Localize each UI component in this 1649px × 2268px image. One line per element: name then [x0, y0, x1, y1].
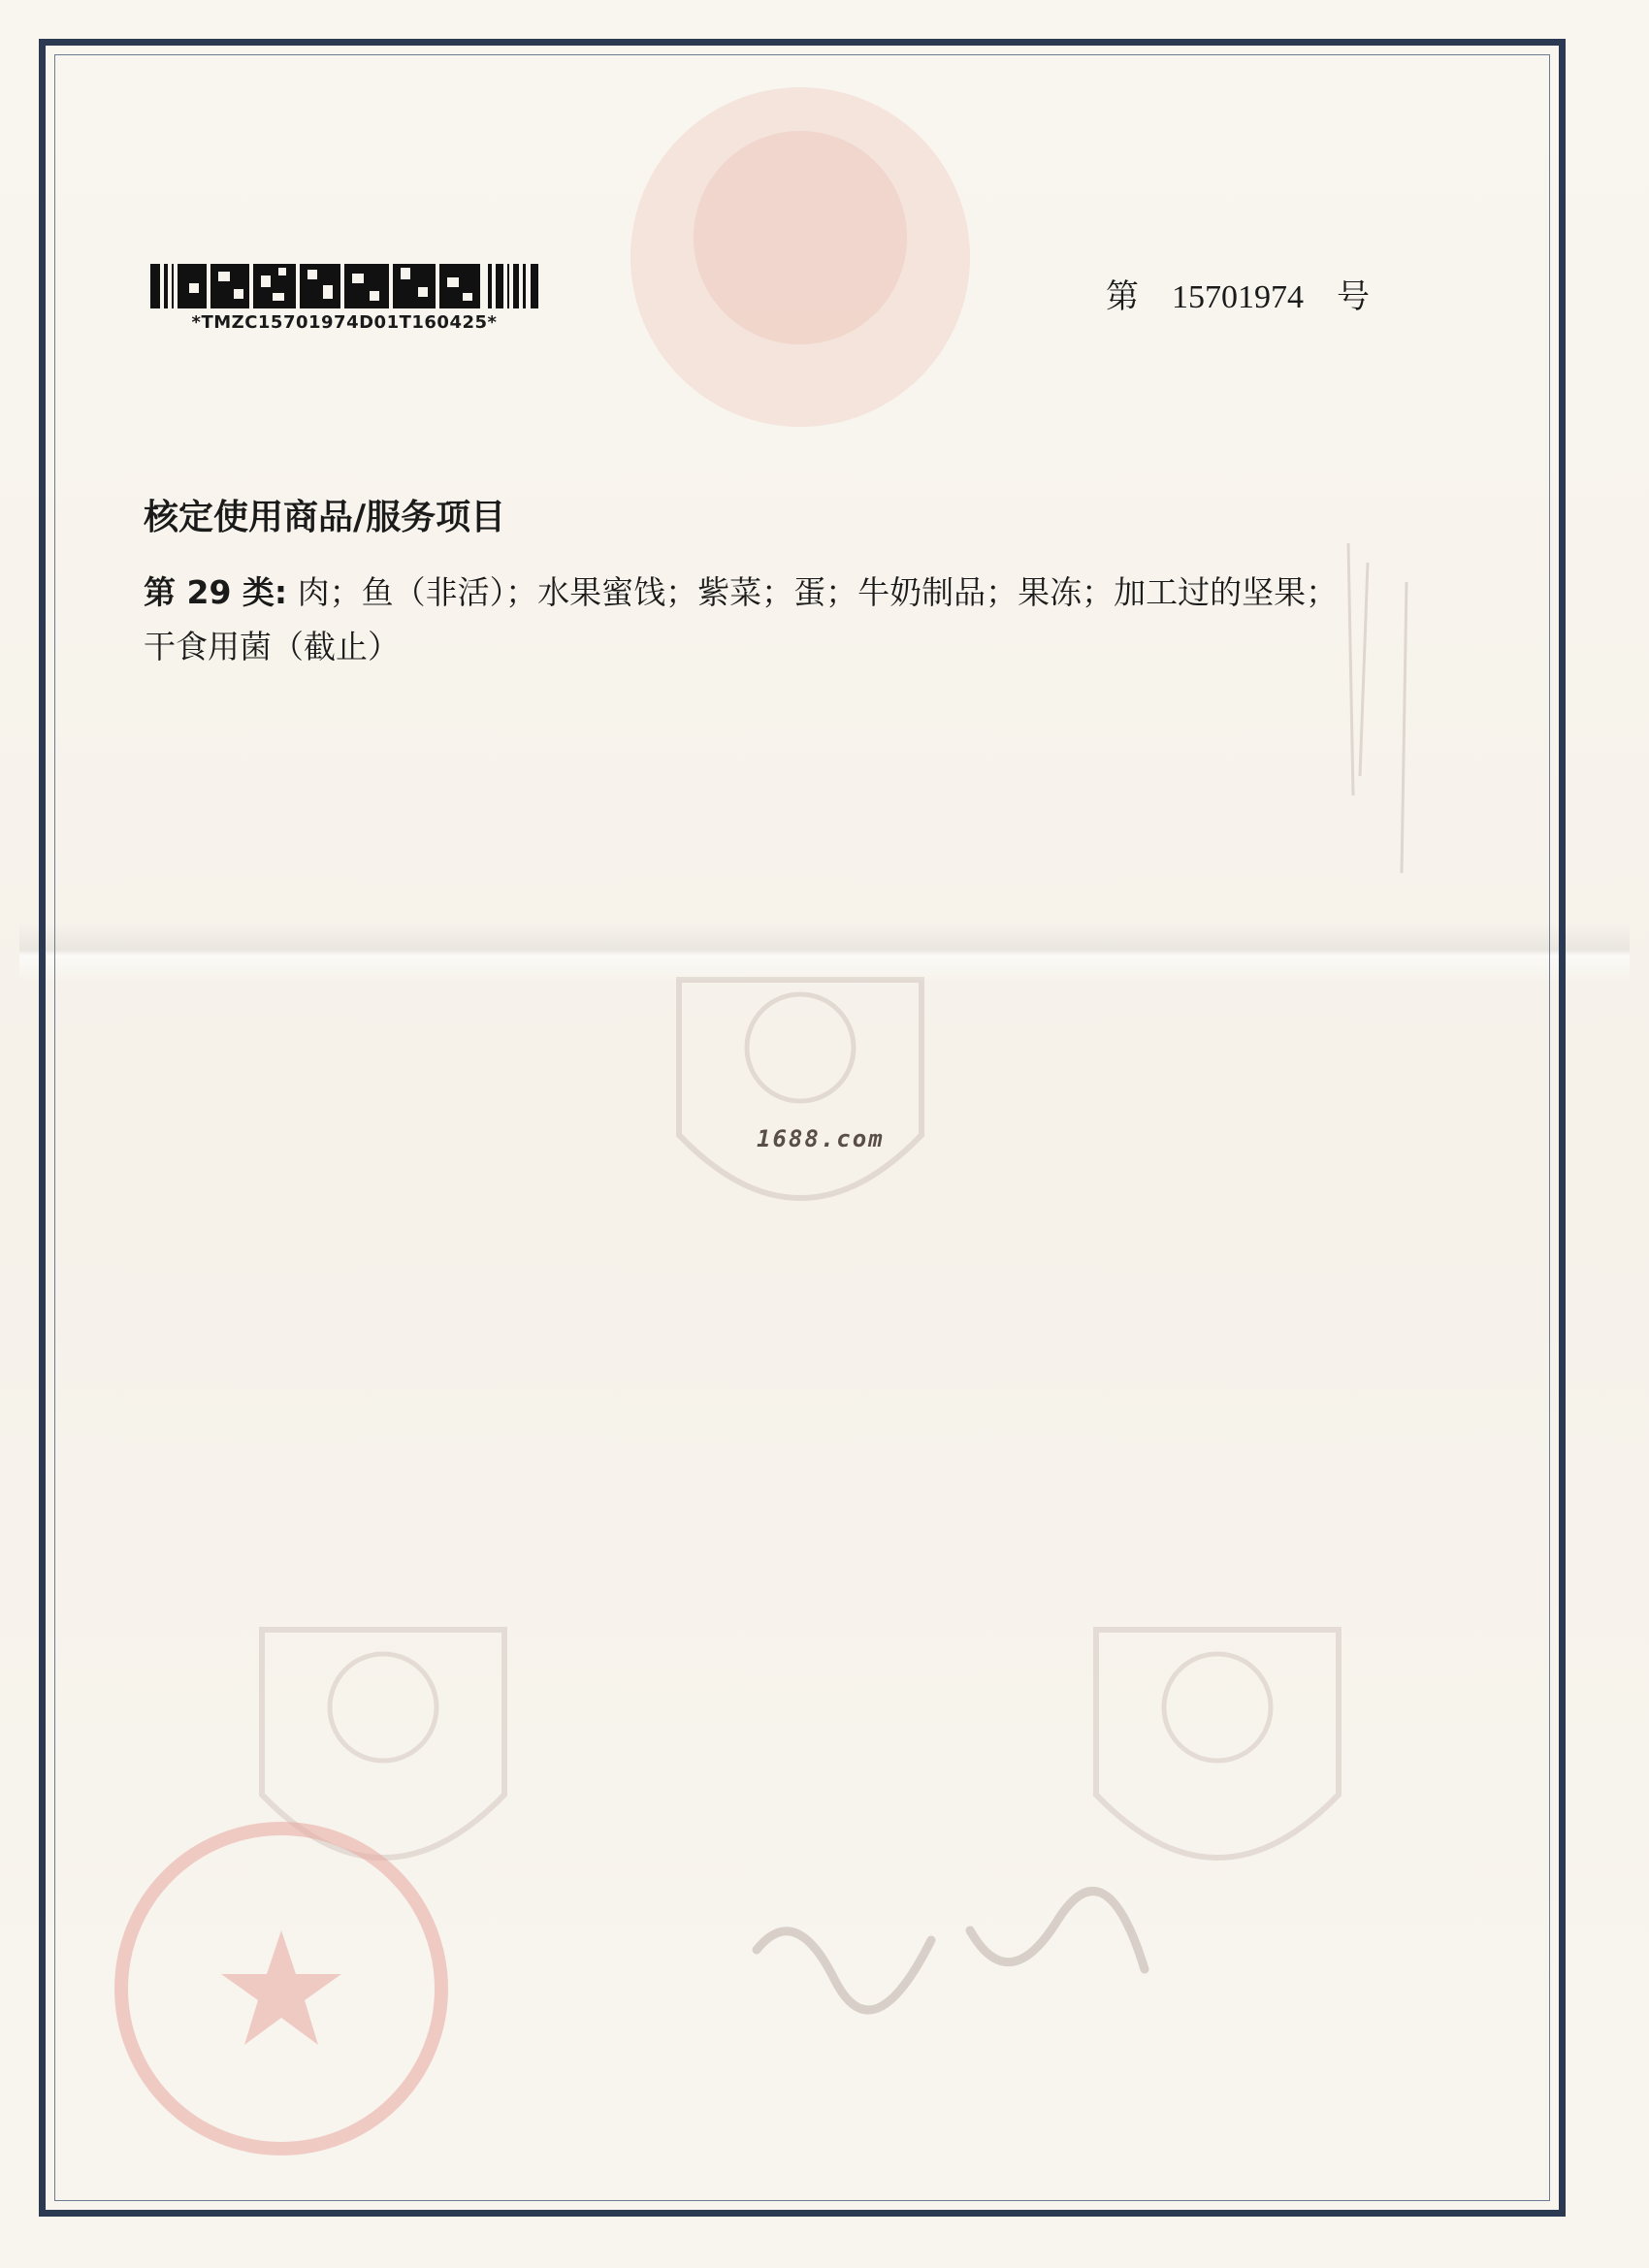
goods-line-1 [144, 566, 1482, 620]
watermark-text: 1688.com [757, 1125, 885, 1152]
certificate-number [1106, 270, 1370, 317]
certificate-number-value: 15701974 [1172, 279, 1304, 315]
barcode-image [150, 264, 538, 308]
barcode-text: *TMZC15701974D01T160425* [191, 312, 498, 333]
goods-services-list [144, 566, 1482, 674]
goods-services-heading: 核定使用商品/服务项目 [144, 498, 506, 537]
goods-class-label: 第 29 类: [144, 573, 288, 611]
certificate-number-prefix: 第 [1106, 277, 1139, 316]
goods-items-line1: 肉；鱼（非活）；水果蜜饯；紫菜；蛋；牛奶制品；果冻；加工过的坚果； [287, 573, 1339, 611]
goods-items-line2: 干食用菌（截止） [144, 628, 400, 665]
certificate-number-suffix: 号 [1337, 277, 1370, 316]
